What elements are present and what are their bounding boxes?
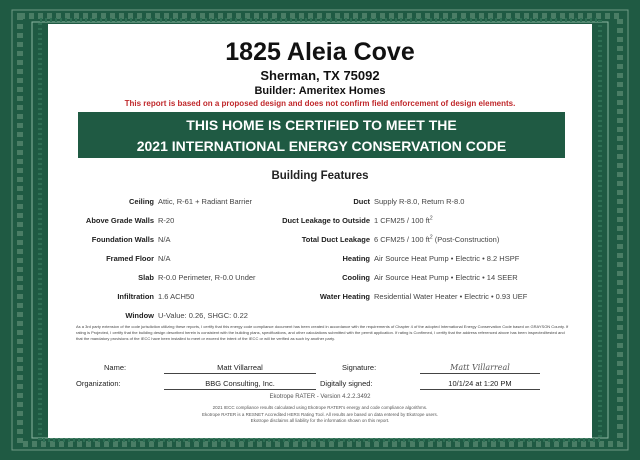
feature-row: [58, 192, 256, 211]
feature-row: [58, 249, 256, 268]
feature-label: Duct Leakage to Outside: [282, 216, 370, 225]
feature-value: Supply R-8.0, Return R-8.0: [374, 197, 465, 206]
feature-row: [58, 268, 256, 287]
feature-label: Heating: [342, 254, 370, 263]
signature-value: Matt Villarreal: [420, 362, 540, 374]
feature-label: Window: [125, 311, 154, 320]
feature-label: Ceiling: [128, 197, 154, 206]
organization-value: BBG Consulting, Inc.: [164, 378, 316, 390]
feature-row: [248, 192, 527, 211]
proposed-design-warning: This report is based on a proposed design and does not confirm field enforcement of design elements.: [124, 99, 516, 108]
feature-row: [248, 230, 527, 249]
feature-value: [370, 230, 499, 249]
superscript: 2: [429, 234, 433, 241]
feature-value: 1.6 ACH50: [158, 292, 195, 301]
feature-label: Duct: [353, 197, 370, 206]
footer-line-2: Ekotrope RATER is a RESNET Accredited HERS Rating Tool. All results are based on data entered by Ekotrope users.: [201, 411, 439, 417]
feature-row: [58, 306, 256, 325]
feature-label: Cooling: [342, 273, 370, 282]
feature-row: [248, 249, 527, 268]
certificate-card: [48, 24, 592, 438]
certification-banner: [78, 112, 565, 158]
feature-row: [248, 287, 527, 306]
feature-value: R-0.0 Perimeter, R-0.0 Under: [158, 273, 256, 282]
signature-label: Signature:: [342, 363, 377, 372]
software-version: Ekotrope RATER - Version 4.2.2.3492: [269, 394, 371, 400]
feature-value: R-20: [158, 216, 175, 225]
feature-label: Water Heating: [319, 292, 370, 301]
feature-value-suffix: (Post-Construction): [432, 235, 500, 244]
left-features-list: [58, 192, 256, 325]
name-value: Matt Villarreal: [164, 362, 316, 374]
digitally-signed-value: 10/1/24 at 1:20 PM: [420, 378, 540, 390]
feature-value-text: 1 CFM25 / 100 ft: [374, 216, 430, 225]
feature-label: Above Grade Walls: [85, 216, 154, 225]
home-address: 1825 Aleia Cove: [225, 38, 415, 66]
feature-value: Residential Water Heater • Electric • 0.93 UEF: [374, 292, 528, 301]
name-label: Name:: [104, 363, 127, 372]
feature-value: Attic, R-61 + Radiant Barrier: [158, 197, 252, 206]
feature-row: [58, 211, 256, 230]
feature-value: U-Value: 0.26, SHGC: 0.22: [158, 311, 248, 320]
feature-row: [58, 287, 256, 306]
feature-label: Total Duct Leakage: [301, 235, 370, 244]
building-features-heading: Building Features: [271, 170, 369, 182]
right-features-list: [248, 192, 527, 306]
feature-label: Infiltration: [117, 292, 154, 301]
superscript: 2: [429, 215, 433, 222]
feature-row: [248, 211, 527, 230]
feature-value-text: 6 CFM25 / 100 ft: [374, 235, 430, 244]
feature-label: Slab: [138, 273, 154, 282]
organization-label: Organization:: [76, 379, 121, 388]
banner-line-2: 2021 INTERNATIONAL ENERGY CONSERVATION CODE: [136, 138, 507, 154]
footer-line-1: 2021 IECC compliance results calculated using Ekotrope RATER's energy and code compliance algorithms.: [212, 405, 428, 410]
feature-value: [370, 211, 433, 230]
digitally-signed-label: Digitally signed:: [320, 379, 373, 388]
city-state-zip: Sherman, TX 75092: [260, 68, 380, 83]
feature-value: N/A: [158, 254, 171, 263]
feature-row: [58, 230, 256, 249]
feature-value: Air Source Heat Pump • Electric • 8.2 HSPF: [374, 254, 520, 263]
banner-line-1: THIS HOME IS CERTIFIED TO MEET THE: [186, 117, 457, 133]
certification-disclaimer: As a 3rd party extension of the code jurisdiction utilizing these reports, I certify that this energy code compliance document has been created in accordance with the requirements of Chapter 4 of the adopted International Energy Conservation Code based on GRAYSON County. If rating is Projected, I certify that the building design described herein is consistent with the building plans, specifications, and other calculations submitted with the permit application. If rating is Confirmed, I certify that the address referenced above has been inspected/tested and that the mandatory provisions of the IECC have been installed to meet or exceed the intent of the IECC or will be verified as such by another party.: [76, 324, 569, 341]
feature-value: N/A: [158, 235, 171, 244]
feature-row: [248, 268, 527, 287]
footer-notes: [48, 405, 592, 425]
feature-label: Foundation Walls: [91, 235, 154, 244]
footer-line-3: Ekotrope disclaims all liability for the information shown on this report.: [250, 418, 390, 423]
feature-label: Framed Floor: [106, 254, 154, 263]
feature-value: Air Source Heat Pump • Electric • 14 SEER: [374, 273, 518, 282]
builder-name: Builder: Ameritex Homes: [254, 85, 386, 97]
